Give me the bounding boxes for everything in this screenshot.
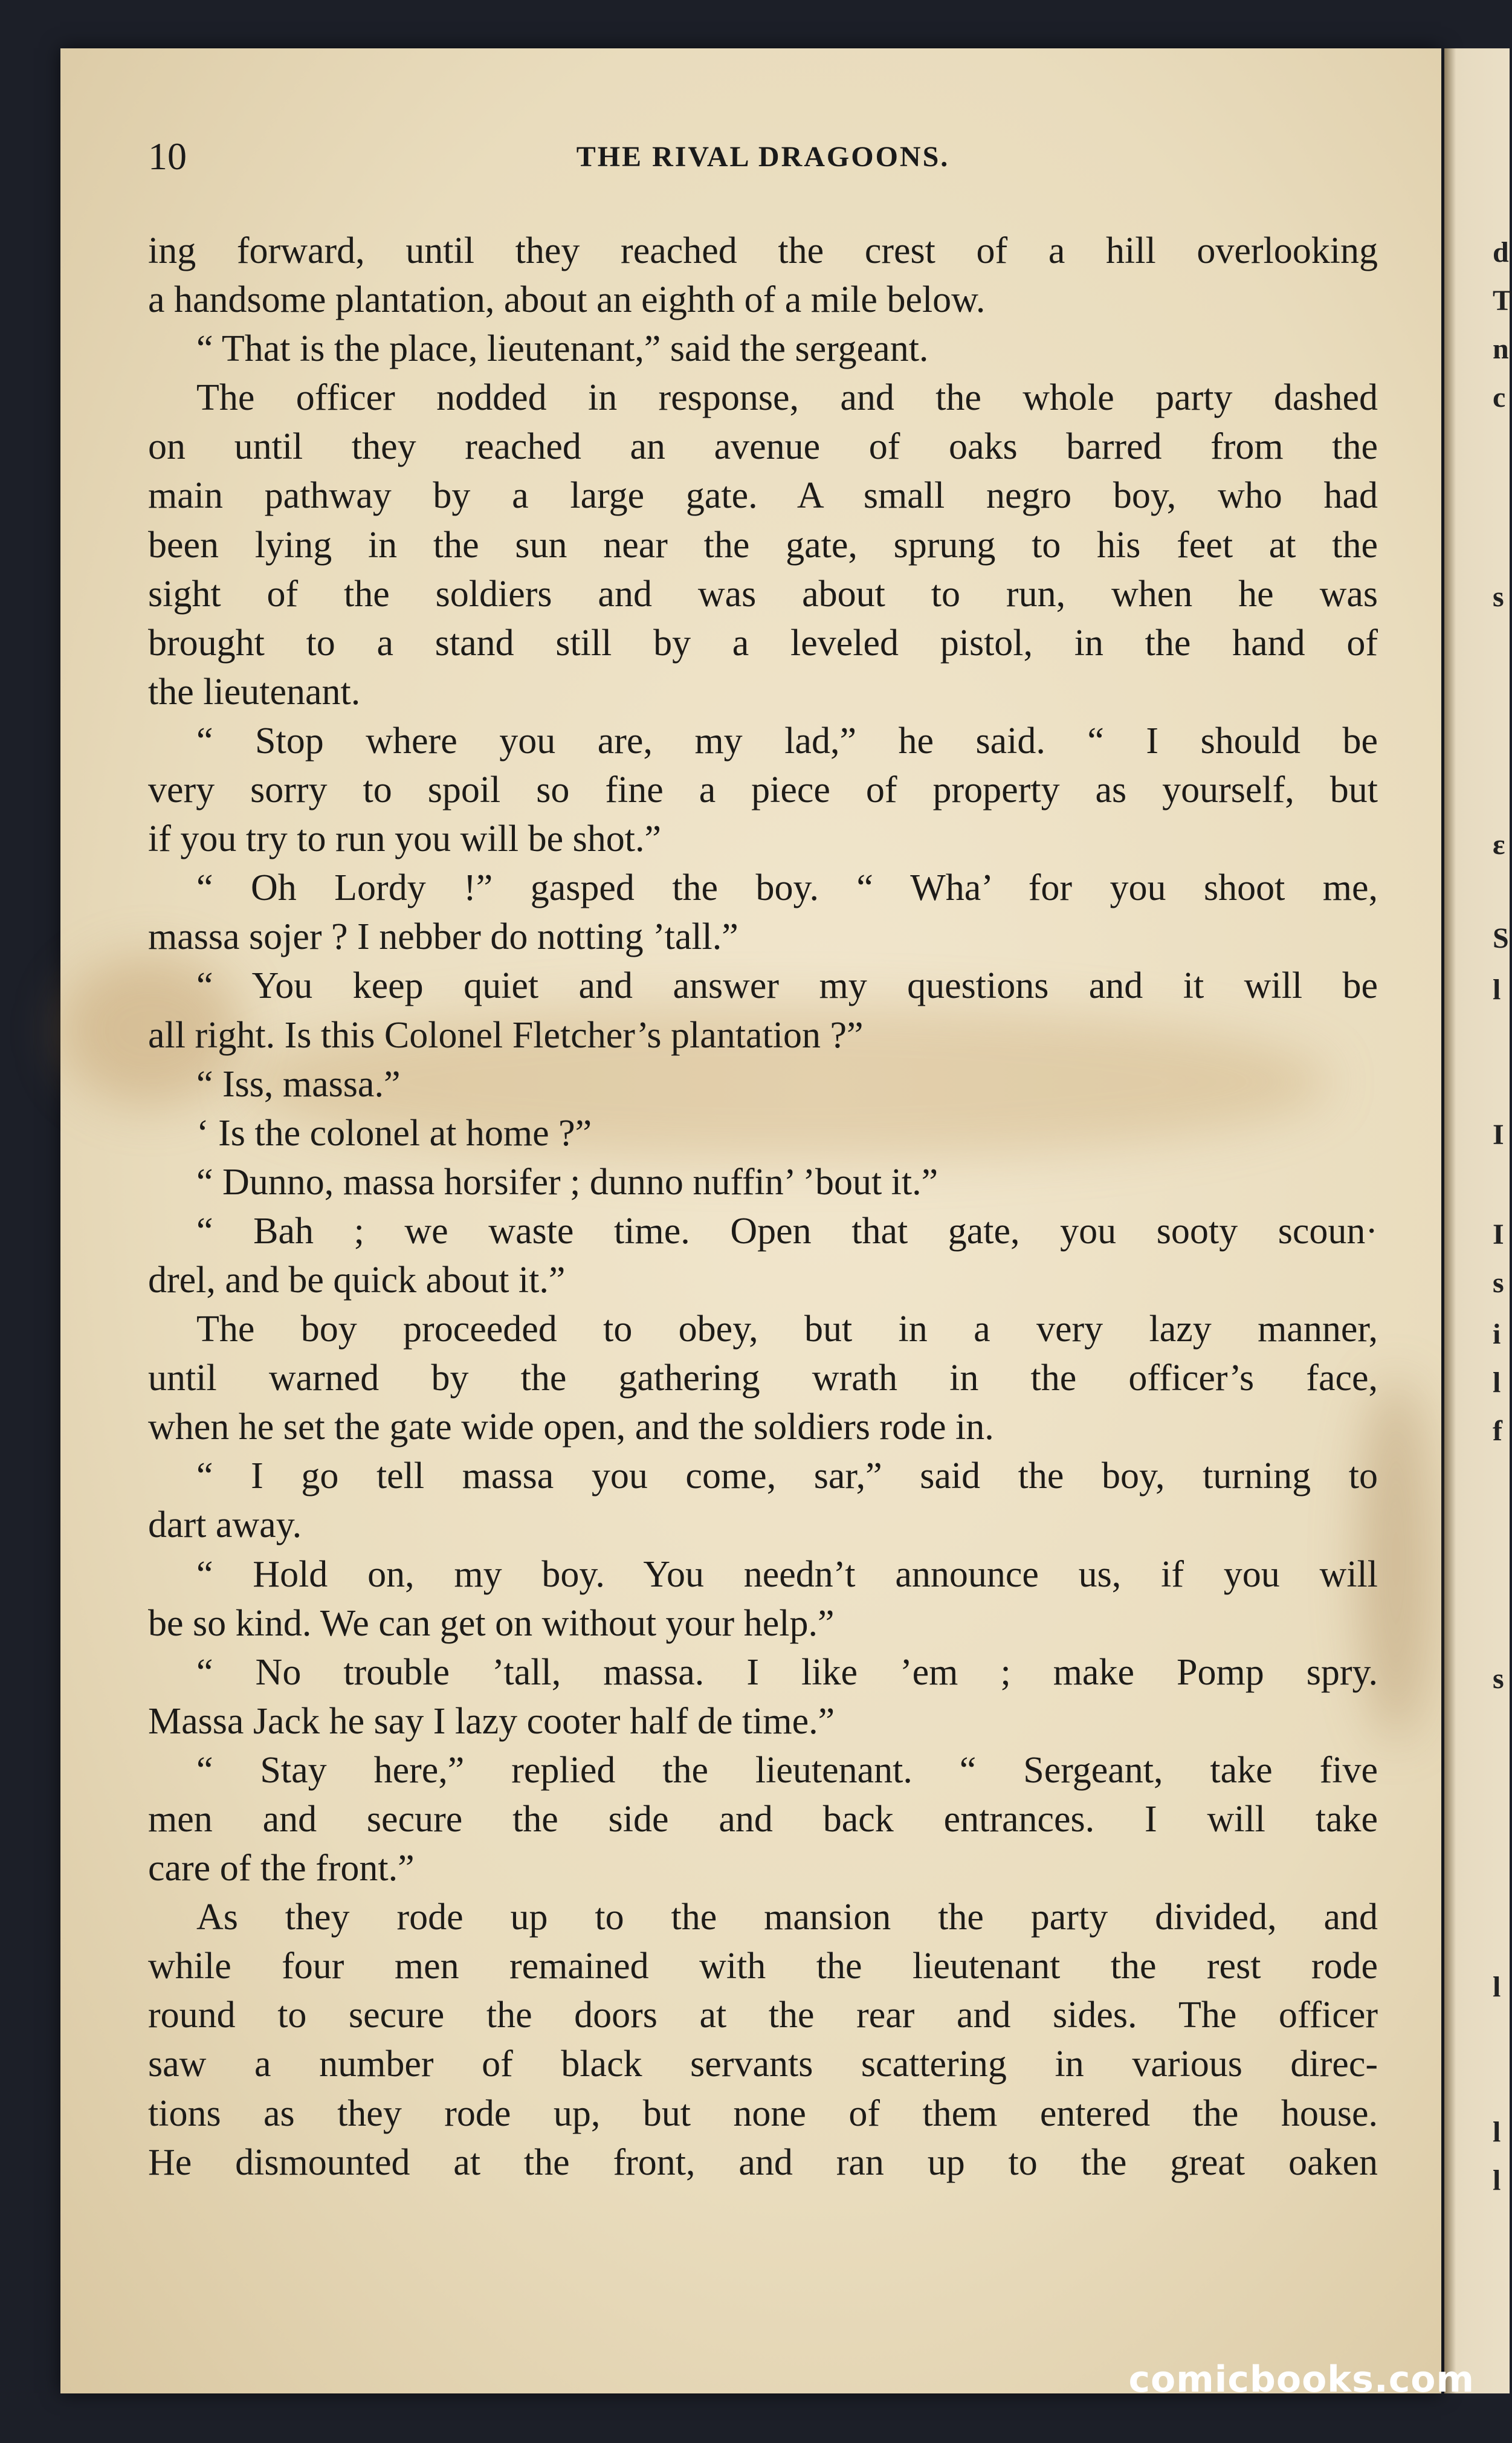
text-line: “ I go tell massa you come, sar,” said the boy, turning to — [196, 1455, 1378, 1497]
facing-page-fragment: d — [1493, 236, 1509, 268]
facing-page-fragment: s — [1493, 1267, 1504, 1299]
page-number: 10 — [148, 135, 187, 178]
text-line: “ That is the place, lieutenant,” said the sergeant. — [196, 328, 929, 370]
text-line: “ Oh Lordy !” gasped the boy. “ Wha’ for you shoot me, — [196, 867, 1378, 909]
text-line: when he set the gate wide open, and the soldiers rode in. — [148, 1406, 994, 1448]
text-line: very sorry to spoil so fine a piece of property as yourself, but — [148, 769, 1378, 811]
facing-page-fragment: S — [1493, 922, 1509, 954]
facing-page-fragment: l — [1493, 2116, 1501, 2148]
text-line: tions as they rode up, but none of them entered the house. — [148, 2092, 1378, 2134]
facing-page-fragment: ε — [1493, 829, 1505, 861]
text-line: been lying in the sun near the gate, sprung to his feet at the — [148, 524, 1378, 566]
text-line: saw a number of black servants scattering in various direc- — [148, 2043, 1378, 2085]
text-line: “ Stop where you are, my lad,” he said. “ I should be — [196, 720, 1378, 762]
facing-page-fragment: s — [1493, 1663, 1504, 1695]
facing-page-edge — [1444, 48, 1510, 2393]
text-line: round to secure the doors at the rear and sides. The officer — [148, 1995, 1378, 2036]
text-line: all right. Is this Colonel Fletcher’s plantation ?” — [148, 1014, 864, 1056]
text-line: while four men remained with the lieutenant the rest rode — [148, 1946, 1378, 1987]
text-line: Massa Jack he say I lazy cooter half de time.” — [148, 1700, 835, 1742]
text-line: “ You keep quiet and answer my questions and it will be — [196, 965, 1378, 1007]
text-line: dart away. — [148, 1504, 302, 1546]
text-line: As they rode up to the mansion the party divided, and — [196, 1897, 1378, 1938]
text-line: drel, and be quick about it.” — [148, 1259, 566, 1301]
text-line: sight of the soldiers and was about to run, when he was — [148, 573, 1378, 615]
text-line: The officer nodded in response, and the whole party dashed — [196, 377, 1378, 419]
text-line: “ No trouble ’tall, massa. I like ’em ; make Pomp spry. — [196, 1651, 1378, 1693]
text-line: brought to a stand still by a leveled pistol, in the hand of — [148, 622, 1378, 664]
text-line: He dismounted at the front, and ran up to the great oaken — [148, 2141, 1378, 2183]
text-line: the lieutenant. — [148, 671, 361, 713]
facing-page-fragment: l — [1493, 1367, 1501, 1399]
text-line: “ Stay here,” replied the lieutenant. “ Sergeant, take five — [196, 1749, 1378, 1791]
facing-page-fragment: i — [1493, 1318, 1501, 1350]
text-line: if you try to run you will be shot.” — [148, 818, 661, 860]
text-line: “ Iss, massa.” — [196, 1063, 401, 1105]
text-line: massa sojer ? I nebber do notting ’tall.” — [148, 916, 738, 958]
facing-page-fragment: I — [1493, 1218, 1504, 1251]
facing-page-fragment: I — [1493, 1119, 1504, 1151]
text-line: main pathway by a large gate. A small negro boy, who had — [148, 475, 1378, 517]
facing-page-fragment: s — [1493, 581, 1504, 613]
text-line: on until they reached an avenue of oaks barred from the — [148, 426, 1378, 468]
text-line: ‘ Is the colonel at home ?” — [196, 1112, 592, 1154]
text-line: be so kind. We can get on without your help.” — [148, 1602, 835, 1644]
text-line: “ Hold on, my boy. You needn’t announce us, if you will — [196, 1553, 1378, 1595]
facing-page-fragment: l — [1493, 1971, 1501, 2003]
running-title: THE RIVAL DRAGOONS. — [576, 141, 950, 173]
text-line: men and secure the side and back entrances. I will take — [148, 1799, 1378, 1840]
facing-page-fragment: c — [1493, 381, 1506, 413]
text-line: until warned by the gathering wrath in the officer’s face, — [148, 1357, 1378, 1399]
facing-page-fragment: l — [1493, 974, 1501, 1006]
page-header — [148, 134, 1378, 183]
body-text — [148, 227, 1378, 2187]
text-line: “ Bah ; we waste time. Open that gate, you sooty scoun· — [196, 1210, 1378, 1252]
text-line: ing forward, until they reached the crest of a hill overlooking — [148, 230, 1378, 271]
text-line: “ Dunno, massa horsifer ; dunno nuffin’ ’bout it.” — [196, 1161, 939, 1203]
facing-page-fragment: T — [1493, 285, 1512, 317]
facing-page-fragment: l — [1493, 2164, 1501, 2196]
text-line: The boy proceeded to obey, but in a very lazy manner, — [196, 1309, 1378, 1350]
watermark: comicbooks.com — [1128, 2358, 1475, 2401]
text-line: a handsome plantation, about an eighth of a mile below. — [148, 279, 986, 321]
facing-page-fragment: f — [1493, 1415, 1502, 1447]
text-line: care of the front.” — [148, 1848, 415, 1889]
facing-page-fragment: n — [1493, 333, 1509, 365]
